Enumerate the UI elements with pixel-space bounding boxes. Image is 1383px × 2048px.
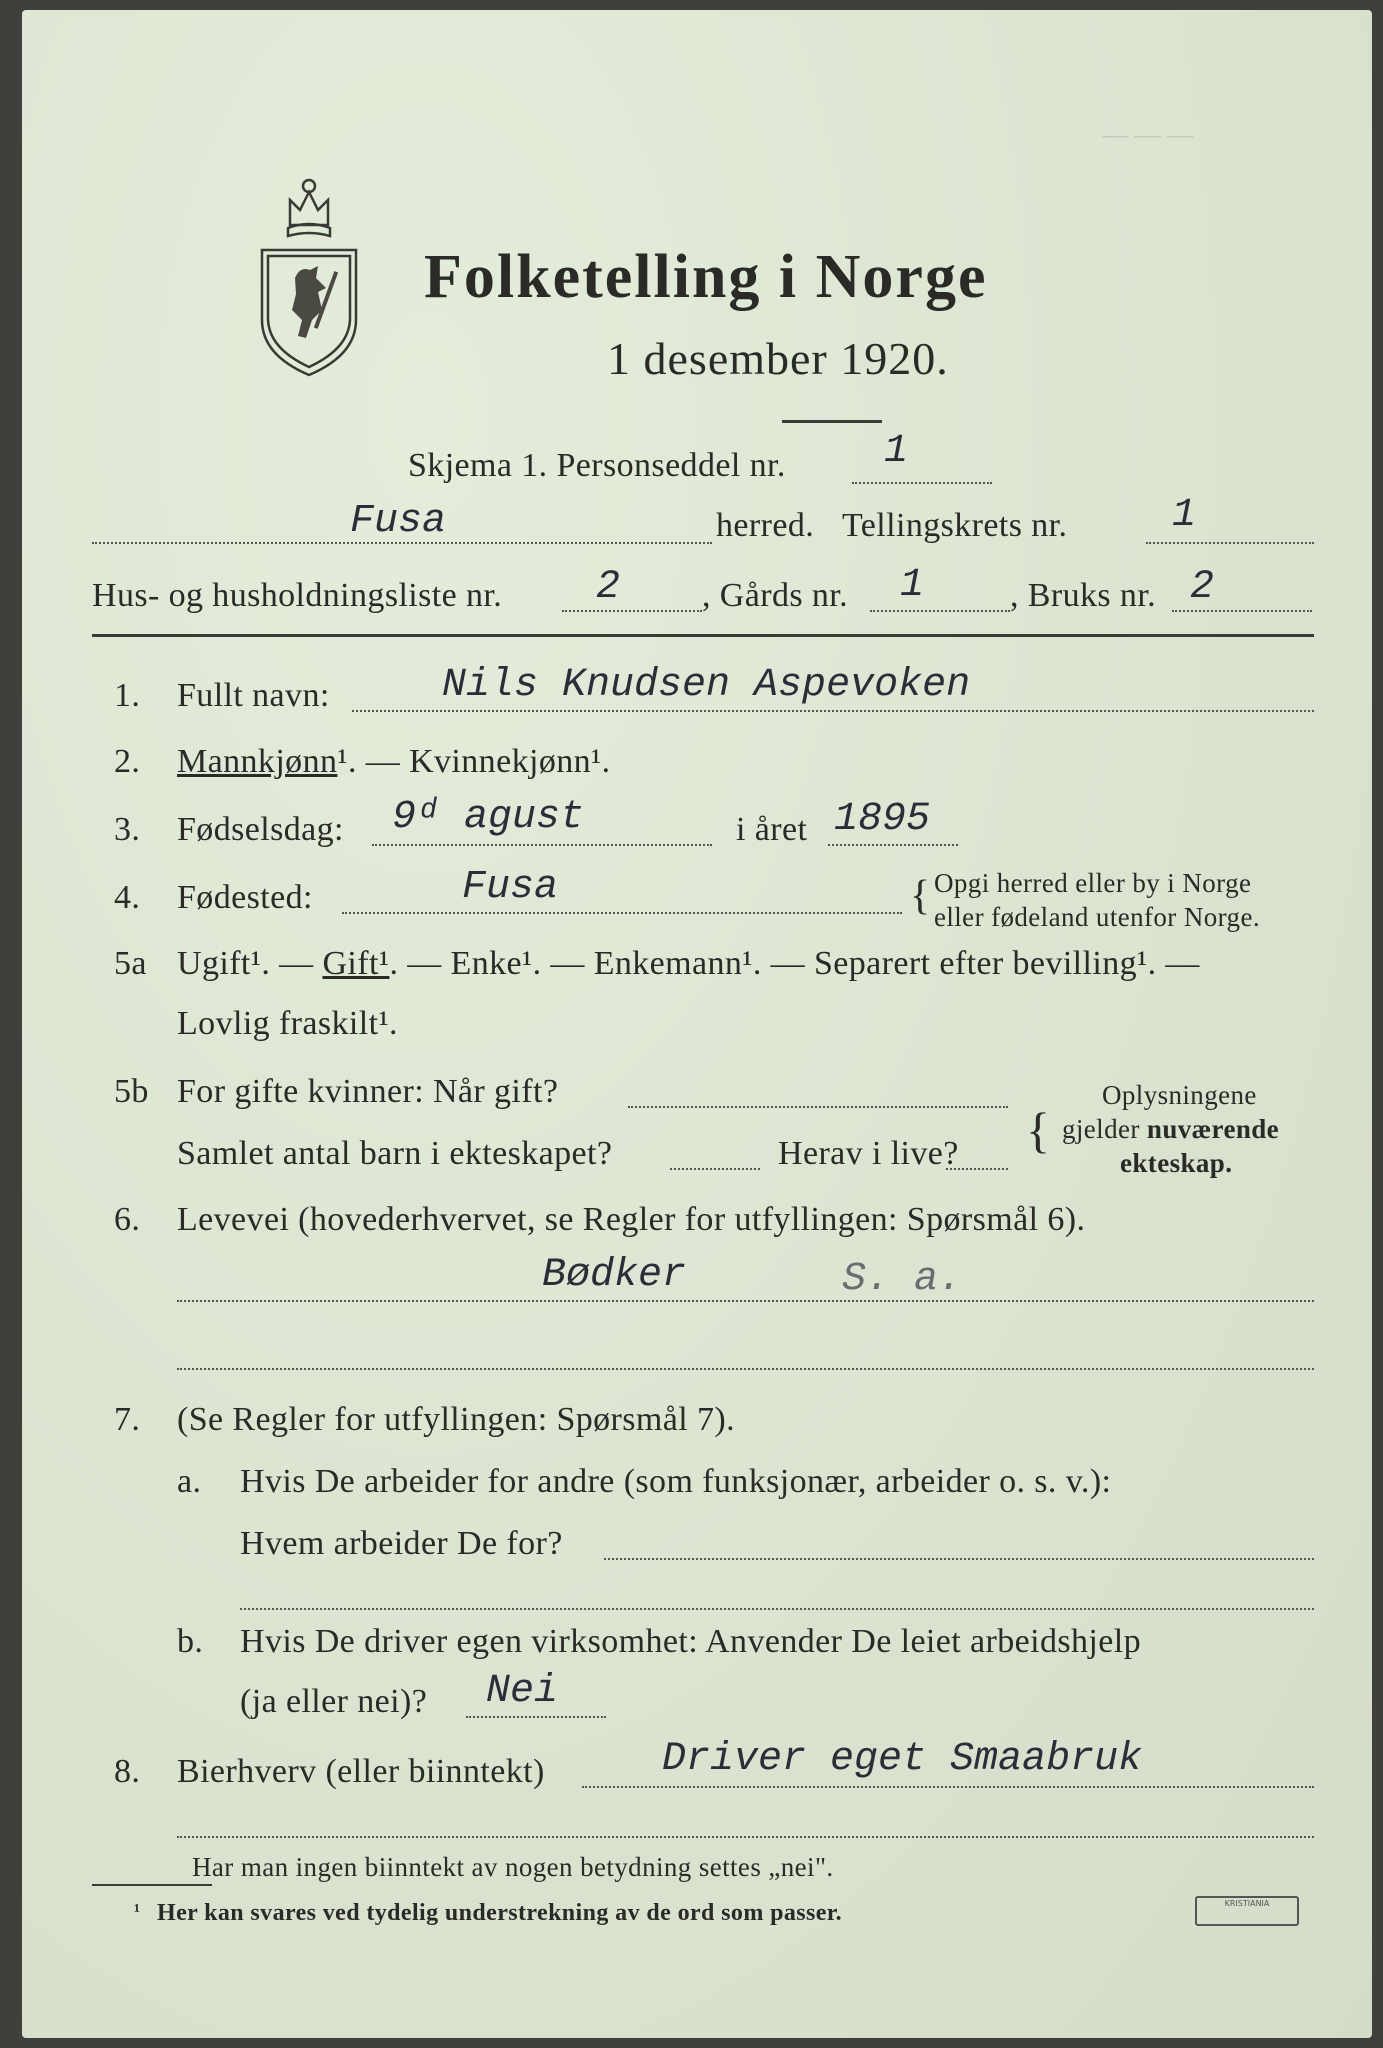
q4-note-line-2: eller fødeland utenfor Norge. bbox=[934, 902, 1260, 932]
q8-label: Bierhverv (eller biinntekt) bbox=[177, 1753, 545, 1790]
q7b-label: Hvis De driver egen virksomhet: Anvender De leiet arbeidshjelp bbox=[240, 1623, 1141, 1660]
footnote-mark: ¹ bbox=[134, 1900, 141, 1922]
q4-note-line-1: Opgi herred eller by i Norge bbox=[934, 868, 1252, 898]
q3-year-label: i året bbox=[736, 811, 808, 848]
q2-mannkjonn-underlined: Mannkjønn bbox=[177, 743, 338, 780]
herred-label: herred. bbox=[716, 507, 815, 544]
q4-number: 4. bbox=[114, 879, 141, 916]
q7a-letter: a. bbox=[177, 1463, 202, 1500]
q7a-employer-label: Hvem arbeider De for? bbox=[240, 1525, 563, 1562]
q2-gender-row bbox=[177, 742, 611, 782]
printer-stamp bbox=[1195, 1896, 1299, 1926]
tellingskrets-nr-value: 1 bbox=[1172, 493, 1197, 538]
q2-number: 2. bbox=[114, 743, 141, 780]
q5b-note-gjelder: gjelder bbox=[1062, 1114, 1140, 1144]
personseddel-nr-value: 1 bbox=[884, 429, 909, 474]
skjema-label: Skjema 1. Personseddel nr. bbox=[408, 447, 786, 484]
q6-line-1 bbox=[177, 1300, 1314, 1302]
q5b-alive-line bbox=[946, 1168, 1008, 1170]
bruks-line bbox=[1172, 610, 1312, 612]
q1-label: Fullt navn: bbox=[177, 677, 330, 714]
q5b-children-label: Samlet antal barn i ekteskapet? bbox=[177, 1135, 613, 1172]
q7b-yes-no-line bbox=[466, 1716, 606, 1718]
q8-line bbox=[582, 1786, 1314, 1788]
bruks-nr-value: 2 bbox=[1190, 565, 1215, 610]
q3-label: Fødselsdag: bbox=[177, 811, 344, 848]
q6-occupation-value: Bødker bbox=[542, 1253, 687, 1298]
q1-number: 1. bbox=[114, 677, 141, 714]
title-divider bbox=[782, 420, 882, 423]
q7-number: 7. bbox=[114, 1401, 141, 1438]
header-divider bbox=[92, 634, 1314, 637]
q7-label: (Se Regler for utfyllingen: Spørsmål 7). bbox=[177, 1401, 736, 1438]
q5b-label: For gifte kvinner: Når gift? bbox=[177, 1073, 559, 1110]
footnote-divider bbox=[92, 1884, 212, 1886]
q5a-other-options: . — Enke¹. — Enkemann¹. — Separert efter bevilling¹. — bbox=[389, 945, 1200, 982]
census-date: 1 desember 1920. bbox=[607, 333, 949, 384]
q4-birthplace-value: Fusa bbox=[462, 865, 559, 910]
footnote-text: Her kan svares ved tydelig understrekning av de ord som passer. bbox=[157, 1900, 843, 1926]
q6-label: Levevei (hovederhvervet, se Regler for utfyllingen: Spørsmål 6). bbox=[177, 1201, 1086, 1238]
q3-birthday-value: 9ᵈ agust bbox=[392, 795, 585, 840]
q6-line-2 bbox=[177, 1368, 1314, 1370]
q5b-brace: { bbox=[1026, 1102, 1051, 1158]
gards-line bbox=[870, 610, 1010, 612]
hus-label: Hus- og husholdningsliste nr. bbox=[92, 577, 503, 614]
gards-label: , Gårds nr. bbox=[702, 577, 849, 614]
bleed-through-text: — — — bbox=[1102, 120, 1193, 149]
hus-nr-value: 2 bbox=[596, 565, 621, 610]
q5a-gift-underlined: Gift¹ bbox=[322, 945, 390, 982]
tellingskrets-line bbox=[1146, 542, 1314, 544]
gards-nr-value: 1 bbox=[900, 563, 925, 608]
q5b-children-line bbox=[670, 1168, 760, 1170]
personseddel-line bbox=[852, 482, 992, 484]
q4-label: Fødested: bbox=[177, 879, 313, 916]
footer-note: Har man ingen biinntekt av nogen betydning settes „nei". bbox=[192, 1852, 834, 1882]
q5a-number: 5a bbox=[114, 945, 147, 982]
printer-stamp-text: KRISTIANIA bbox=[1224, 1899, 1270, 1908]
norway-coat-of-arms-icon bbox=[250, 170, 368, 382]
q1-line bbox=[352, 710, 1314, 712]
q4-line bbox=[342, 912, 902, 914]
hus-line bbox=[562, 610, 702, 612]
q3-line bbox=[372, 844, 712, 846]
bruks-label: , Bruks nr. bbox=[1010, 577, 1157, 614]
q8-number: 8. bbox=[114, 1753, 141, 1790]
q5b-note-line-3: ekteskap. bbox=[1120, 1148, 1233, 1178]
q7a-extra-line bbox=[240, 1608, 1314, 1610]
q2-separator: ¹. — bbox=[337, 743, 401, 780]
q4-brace: { bbox=[910, 873, 931, 919]
q7a-label: Hvis De arbeider for andre (som funksjonær, arbeider o. s. v.): bbox=[240, 1463, 1112, 1500]
q8-secondary-income-value: Driver eget Smaabruk bbox=[662, 1737, 1143, 1782]
q5b-note-line-2 bbox=[1062, 1112, 1279, 1146]
q5b-number: 5b bbox=[114, 1073, 149, 1110]
q6-occupation-extra-value: S. a. bbox=[842, 1257, 963, 1302]
q5a-ugift: Ugift¹. — bbox=[177, 945, 314, 982]
q7a-employer-line bbox=[604, 1558, 1314, 1560]
q5b-alive-label: Herav i live? bbox=[778, 1135, 959, 1172]
q3-year-value: 1895 bbox=[834, 797, 931, 842]
q8-extra-line bbox=[177, 1836, 1314, 1838]
q3-year-line bbox=[828, 844, 958, 846]
form-title: Folketelling i Norge bbox=[424, 243, 988, 311]
q1-full-name-value: Nils Knudsen Aspevoken bbox=[442, 663, 971, 708]
q5b-note-nuvaerende: nuværende bbox=[1146, 1114, 1280, 1144]
census-form-page bbox=[22, 10, 1372, 2038]
q5a-marital-row bbox=[177, 944, 1200, 984]
q7b-yes-no-value: Nei bbox=[486, 1669, 559, 1714]
q7b-letter: b. bbox=[177, 1623, 204, 1660]
q6-number: 6. bbox=[114, 1201, 141, 1238]
tellingskrets-label: Tellingskrets nr. bbox=[842, 507, 1068, 544]
q5b-note-line-1: Oplysningene bbox=[1102, 1080, 1257, 1110]
q7b-yes-no-label: (ja eller nei)? bbox=[240, 1683, 428, 1720]
q5b-when-line bbox=[628, 1106, 1008, 1108]
q2-kvinnekjonn: Kvinnekjønn¹. bbox=[409, 743, 611, 780]
q3-number: 3. bbox=[114, 811, 141, 848]
herred-value: Fusa bbox=[350, 499, 447, 544]
q5a-lovlig-fraskilt: Lovlig fraskilt¹. bbox=[177, 1005, 398, 1042]
